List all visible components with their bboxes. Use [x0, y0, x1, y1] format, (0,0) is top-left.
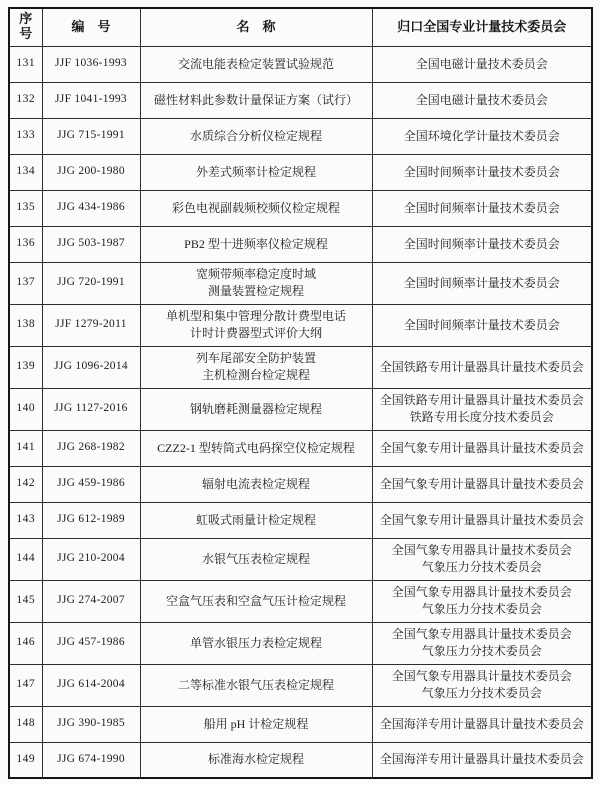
- cell-seq: 140: [9, 388, 42, 430]
- cell-committee: 全国电磁计量技术委员会: [372, 82, 592, 118]
- cell-seq: 146: [9, 622, 42, 664]
- table-row: [9, 466, 592, 502]
- table-header: [9, 8, 592, 46]
- cell-code: JJF 1279-2011: [42, 304, 140, 346]
- column-header-code: 编 号: [42, 8, 140, 46]
- cell-name: 二等标准水银气压表检定规程: [140, 664, 372, 706]
- table-row: [9, 46, 592, 82]
- table-row: [9, 346, 592, 388]
- cell-code: JJG 612-1989: [42, 502, 140, 538]
- column-header-seq-line2: 号: [19, 26, 33, 42]
- cell-committee: 全国时间频率计量技术委员会: [372, 154, 592, 190]
- table-row: [9, 622, 592, 664]
- column-header-seq: [9, 8, 42, 46]
- table-row: [9, 388, 592, 430]
- cell-code: JJG 274-2007: [42, 580, 140, 622]
- cell-seq: 134: [9, 154, 42, 190]
- table-row: [9, 538, 592, 580]
- cell-seq: 131: [9, 46, 42, 82]
- cell-committee: 全国时间频率计量技术委员会: [372, 304, 592, 346]
- cell-seq: 133: [9, 118, 42, 154]
- cell-committee: 全国铁路专用计量器具计量技术委员会 铁路专用长度分技术委员会: [372, 388, 592, 430]
- cell-committee: 全国气象专用器具计量技术委员会 气象压力分技术委员会: [372, 538, 592, 580]
- cell-committee: 全国铁路专用计量器具计量技术委员会: [372, 346, 592, 388]
- cell-seq: 144: [9, 538, 42, 580]
- cell-code: JJG 715-1991: [42, 118, 140, 154]
- cell-name: 彩色电视副载频校频仪检定规程: [140, 190, 372, 226]
- cell-code: JJG 210-2004: [42, 538, 140, 580]
- cell-seq: 147: [9, 664, 42, 706]
- cell-name: 宽频带频率稳定度时域 测量装置检定规程: [140, 262, 372, 304]
- cell-seq: 138: [9, 304, 42, 346]
- cell-name: 外差式频率计检定规程: [140, 154, 372, 190]
- cell-seq: 136: [9, 226, 42, 262]
- cell-seq: 135: [9, 190, 42, 226]
- cell-committee: 全国时间频率计量技术委员会: [372, 226, 592, 262]
- cell-code: JJG 200-1980: [42, 154, 140, 190]
- cell-name: 虹吸式雨量计检定规程: [140, 502, 372, 538]
- table-row: [9, 262, 592, 304]
- cell-code: JJG 268-1982: [42, 430, 140, 466]
- cell-committee: 全国气象专用器具计量技术委员会 气象压力分技术委员会: [372, 580, 592, 622]
- cell-seq: 139: [9, 346, 42, 388]
- cell-committee: 全国时间频率计量技术委员会: [372, 190, 592, 226]
- cell-seq: 149: [9, 742, 42, 778]
- cell-name: 单管水银压力表检定规程: [140, 622, 372, 664]
- table-row: [9, 580, 592, 622]
- column-header-committee: 归口全国专业计量技术委员会: [372, 8, 592, 46]
- cell-seq: 132: [9, 82, 42, 118]
- cell-committee: 全国环境化学计量技术委员会: [372, 118, 592, 154]
- cell-name: 交流电能表检定装置试验规范: [140, 46, 372, 82]
- table-row: [9, 226, 592, 262]
- cell-committee: 全国海洋专用计量器具计量技术委员会: [372, 706, 592, 742]
- metrology-standards-table: [8, 7, 593, 779]
- cell-name: PB2 型十进频率仪检定规程: [140, 226, 372, 262]
- cell-name: CZZ2-1 型转筒式电码探空仪检定规程: [140, 430, 372, 466]
- cell-committee: 全国气象专用器具计量技术委员会 气象压力分技术委员会: [372, 622, 592, 664]
- column-header-seq-line1: 序: [19, 11, 33, 27]
- cell-committee: 全国电磁计量技术委员会: [372, 46, 592, 82]
- table-row: [9, 82, 592, 118]
- table-row: [9, 706, 592, 742]
- cell-seq: 148: [9, 706, 42, 742]
- cell-name: 单机型和集中管理分散计费型电话 计时计费器型式评价大纲: [140, 304, 372, 346]
- cell-code: JJG 434-1986: [42, 190, 140, 226]
- cell-name: 钢轨磨耗测量器检定规程: [140, 388, 372, 430]
- cell-seq: 137: [9, 262, 42, 304]
- cell-code: JJG 1096-2014: [42, 346, 140, 388]
- cell-code: JJG 720-1991: [42, 262, 140, 304]
- cell-name: 水银气压表检定规程: [140, 538, 372, 580]
- cell-code: JJG 457-1986: [42, 622, 140, 664]
- cell-seq: 143: [9, 502, 42, 538]
- cell-code: JJG 1127-2016: [42, 388, 140, 430]
- table-row: [9, 664, 592, 706]
- cell-committee: 全国气象专用计量器具计量技术委员会: [372, 502, 592, 538]
- cell-committee: 全国气象专用计量器具计量技术委员会: [372, 466, 592, 502]
- cell-code: JJF 1041-1993: [42, 82, 140, 118]
- table-row: [9, 502, 592, 538]
- cell-name: 水质综合分析仪检定规程: [140, 118, 372, 154]
- cell-name: 辐射电流表检定规程: [140, 466, 372, 502]
- column-header-name: 名 称: [140, 8, 372, 46]
- cell-seq: 145: [9, 580, 42, 622]
- cell-seq: 142: [9, 466, 42, 502]
- table-row: [9, 190, 592, 226]
- cell-code: JJG 674-1990: [42, 742, 140, 778]
- cell-name: 船用 pH 计检定规程: [140, 706, 372, 742]
- table-body: [9, 46, 592, 778]
- table-row: [9, 430, 592, 466]
- cell-committee: 全国海洋专用计量器具计量技术委员会: [372, 742, 592, 778]
- cell-committee: 全国气象专用计量器具计量技术委员会: [372, 430, 592, 466]
- cell-code: JJG 459-1986: [42, 466, 140, 502]
- cell-name: 列车尾部安全防护装置 主机检测台检定规程: [140, 346, 372, 388]
- table-row: [9, 742, 592, 778]
- cell-seq: 141: [9, 430, 42, 466]
- table-row: [9, 304, 592, 346]
- cell-code: JJG 390-1985: [42, 706, 140, 742]
- cell-code: JJG 614-2004: [42, 664, 140, 706]
- cell-name: 磁性材料此参数计量保证方案（试行）: [140, 82, 372, 118]
- table-row: [9, 154, 592, 190]
- cell-code: JJF 1036-1993: [42, 46, 140, 82]
- cell-committee: 全国气象专用器具计量技术委员会 气象压力分技术委员会: [372, 664, 592, 706]
- cell-committee: 全国时间频率计量技术委员会: [372, 262, 592, 304]
- cell-name: 空盒气压表和空盒气压计检定规程: [140, 580, 372, 622]
- table-row: [9, 118, 592, 154]
- cell-name: 标准海水检定规程: [140, 742, 372, 778]
- table-header-row: [9, 8, 592, 46]
- cell-code: JJG 503-1987: [42, 226, 140, 262]
